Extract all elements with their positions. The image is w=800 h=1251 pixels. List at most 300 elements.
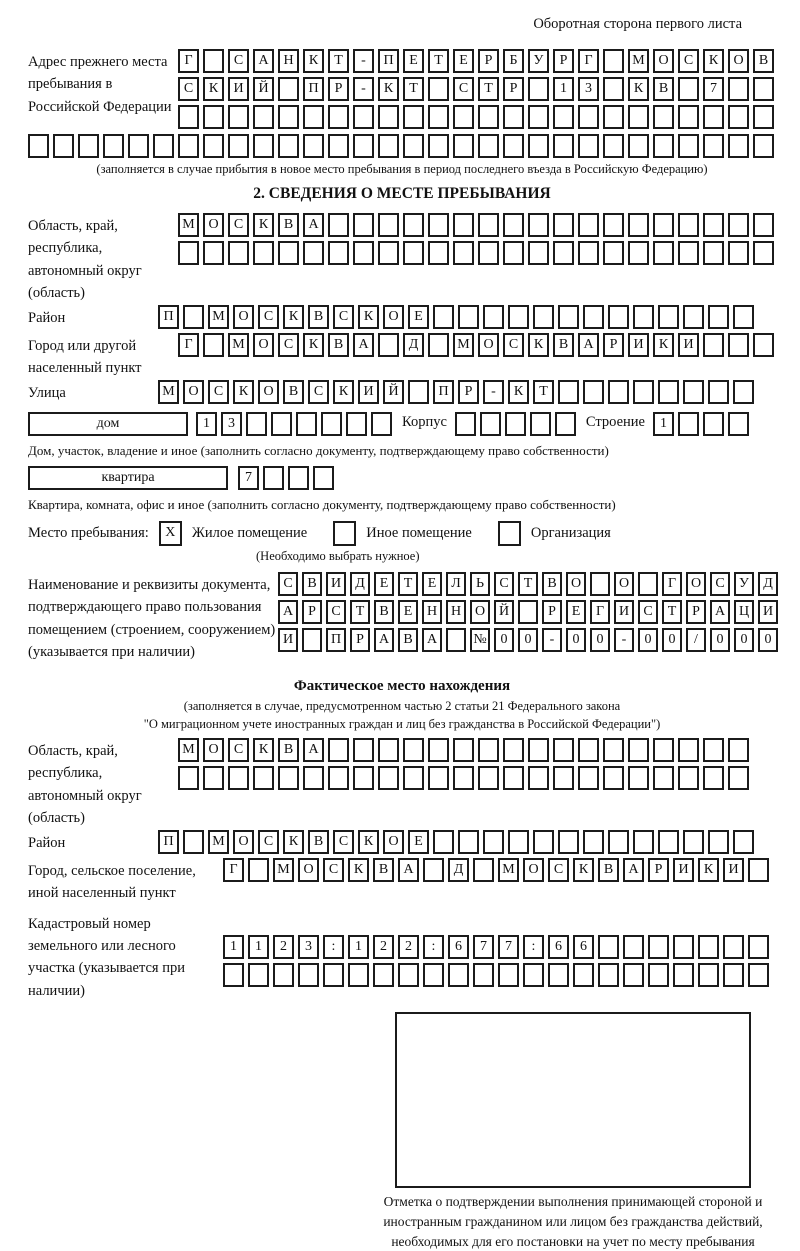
actual-region-row-1 — [178, 738, 749, 762]
char-cell — [178, 105, 199, 129]
char-cell — [728, 241, 749, 265]
stay-type-note: (Необходимо выбрать нужное) — [256, 548, 420, 563]
char-cell — [753, 333, 774, 357]
char-cell — [623, 935, 644, 959]
char-cell — [653, 738, 674, 762]
previous-address-label: Адрес прежнего места пребывания в Российской Федерации — [28, 54, 172, 115]
char-cell — [353, 766, 374, 790]
cadastre-row-2 — [223, 963, 769, 987]
char-cell — [633, 305, 654, 329]
char-cell — [603, 766, 624, 790]
char-cell: О — [686, 572, 706, 596]
char-cell — [598, 963, 619, 987]
char-cell — [273, 963, 294, 987]
char-cell: - — [353, 49, 374, 73]
char-cell — [373, 963, 394, 987]
char-cell — [603, 213, 624, 237]
char-cell — [628, 105, 649, 129]
char-cell — [480, 412, 501, 436]
char-cell — [103, 134, 124, 158]
char-cell — [183, 305, 204, 329]
char-cell: Й — [494, 600, 514, 624]
char-cell — [503, 738, 524, 762]
char-cell — [753, 77, 774, 101]
section2-title: 2. СВЕДЕНИЯ О МЕСТЕ ПРЕБЫВАНИЯ — [253, 185, 551, 202]
char-cell — [278, 241, 299, 265]
char-cell: Р — [503, 77, 524, 101]
char-cell — [453, 213, 474, 237]
char-cell — [153, 134, 174, 158]
char-cell — [503, 213, 524, 237]
char-cell: Т — [398, 572, 418, 596]
char-cell: П — [158, 830, 179, 854]
char-cell: О — [233, 830, 254, 854]
char-cell: 1 — [653, 412, 674, 436]
char-cell: Е — [403, 49, 424, 73]
char-cell: 6 — [573, 935, 594, 959]
char-cell — [303, 105, 324, 129]
char-cell — [428, 333, 449, 357]
char-cell: С — [258, 305, 279, 329]
char-cell: Р — [648, 858, 669, 882]
char-cell: Р — [350, 628, 370, 652]
city-label: Город или другой населенный пункт — [28, 337, 142, 377]
char-cell — [728, 77, 749, 101]
char-cell — [753, 241, 774, 265]
char-cell: 0 — [758, 628, 778, 652]
char-cell — [608, 830, 629, 854]
char-cell — [398, 963, 419, 987]
previous-address-cells — [178, 49, 774, 133]
stay-type-label: Место пребывания: — [28, 524, 149, 541]
char-cell — [428, 738, 449, 762]
char-cell: Р — [542, 600, 562, 624]
char-cell — [603, 77, 624, 101]
char-cell — [553, 105, 574, 129]
char-cell: К — [528, 333, 549, 357]
char-cell — [578, 766, 599, 790]
char-cell: И — [678, 333, 699, 357]
char-cell — [553, 241, 574, 265]
char-cell: 2 — [398, 935, 419, 959]
char-cell: Г — [223, 858, 244, 882]
char-cell — [578, 213, 599, 237]
char-cell: 1 — [196, 412, 217, 436]
char-cell: В — [373, 858, 394, 882]
char-cell: В — [302, 572, 322, 596]
char-cell — [658, 305, 679, 329]
char-cell: 3 — [221, 412, 242, 436]
char-cell — [628, 213, 649, 237]
char-cell — [553, 134, 574, 158]
char-cell: Т — [350, 600, 370, 624]
char-cell: Е — [408, 305, 429, 329]
char-cell — [508, 305, 529, 329]
char-cell — [653, 241, 674, 265]
char-cell: Л — [446, 572, 466, 596]
char-cell: К — [573, 858, 594, 882]
char-cell — [203, 333, 224, 357]
char-cell — [403, 213, 424, 237]
char-cell — [703, 241, 724, 265]
char-cell: А — [710, 600, 730, 624]
char-cell — [303, 766, 324, 790]
char-cell — [748, 858, 769, 882]
char-cell — [503, 241, 524, 265]
char-cell — [248, 858, 269, 882]
char-cell: Г — [178, 333, 199, 357]
char-cell: Р — [478, 49, 499, 73]
char-cell: Д — [758, 572, 778, 596]
apartment-box-label: квартира — [28, 466, 228, 490]
char-cell: А — [303, 738, 324, 762]
char-cell: О — [470, 600, 490, 624]
char-cell — [583, 305, 604, 329]
char-cell — [303, 134, 324, 158]
stay-type-organization-label: Организация — [530, 524, 611, 541]
char-cell: О — [298, 858, 319, 882]
house-number-cells — [196, 412, 392, 436]
char-cell — [728, 134, 749, 158]
char-cell — [653, 213, 674, 237]
char-cell — [263, 466, 284, 490]
char-cell — [378, 738, 399, 762]
char-cell — [673, 935, 694, 959]
char-cell: А — [578, 333, 599, 357]
char-cell: Т — [533, 380, 554, 404]
char-cell — [353, 241, 374, 265]
char-cell — [590, 572, 610, 596]
char-cell: К — [703, 49, 724, 73]
char-cell: 1 — [223, 935, 244, 959]
char-cell: С — [503, 333, 524, 357]
char-cell — [453, 105, 474, 129]
char-cell — [603, 134, 624, 158]
char-cell — [253, 134, 274, 158]
char-cell — [528, 241, 549, 265]
char-cell — [498, 963, 519, 987]
district-block — [28, 305, 776, 333]
char-cell: М — [178, 738, 199, 762]
char-cell — [553, 738, 574, 762]
char-cell — [555, 412, 576, 436]
region-block — [28, 213, 776, 305]
char-cell: В — [753, 49, 774, 73]
char-cell: К — [348, 858, 369, 882]
char-cell — [748, 935, 769, 959]
char-cell: П — [326, 628, 346, 652]
char-cell — [533, 305, 554, 329]
char-cell — [248, 963, 269, 987]
char-cell: М — [178, 213, 199, 237]
cadastre-row-1 — [223, 935, 769, 959]
char-cell: Д — [403, 333, 424, 357]
char-cell — [528, 738, 549, 762]
char-cell: Е — [422, 572, 442, 596]
char-cell: С — [710, 572, 730, 596]
korpus-cells — [455, 412, 576, 436]
apartment-block — [28, 466, 776, 494]
char-cell — [228, 241, 249, 265]
stay-type-residential-checkbox: X — [159, 521, 182, 546]
char-cell — [608, 380, 629, 404]
char-cell: 3 — [298, 935, 319, 959]
actual-district-block — [28, 830, 776, 858]
char-cell: И — [628, 333, 649, 357]
char-cell: И — [614, 600, 634, 624]
cadastre-label: Кадастровый номер земельного или лесного участка (указывается при наличии) — [28, 915, 185, 999]
char-cell: Н — [446, 600, 466, 624]
char-cell — [253, 241, 274, 265]
stay-type-row — [28, 521, 776, 546]
char-cell — [178, 134, 199, 158]
char-cell: К — [283, 830, 304, 854]
char-cell: Г — [590, 600, 610, 624]
char-cell — [598, 935, 619, 959]
char-cell: О — [728, 49, 749, 73]
char-cell — [678, 213, 699, 237]
char-cell — [508, 830, 529, 854]
char-cell: № — [470, 628, 490, 652]
char-cell: : — [423, 935, 444, 959]
char-cell: К — [358, 830, 379, 854]
char-cell: : — [323, 935, 344, 959]
char-cell: М — [498, 858, 519, 882]
actual-location-note-2: "О миграционном учете иностранных граждан и лиц без гражданства в Российской Федерации") — [143, 716, 661, 731]
char-cell: 1 — [553, 77, 574, 101]
char-cell — [638, 572, 658, 596]
previous-address-row-4 — [28, 134, 776, 158]
char-cell: В — [278, 738, 299, 762]
char-cell — [353, 105, 374, 129]
char-cell: С — [178, 77, 199, 101]
char-cell: С — [258, 830, 279, 854]
char-cell: - — [542, 628, 562, 652]
char-cell: С — [308, 380, 329, 404]
city-row — [178, 333, 774, 357]
char-cell — [458, 830, 479, 854]
char-cell — [708, 830, 729, 854]
char-cell: 7 — [498, 935, 519, 959]
stay-type-organization-checkbox — [498, 521, 521, 546]
char-cell: В — [598, 858, 619, 882]
char-cell — [573, 963, 594, 987]
char-cell — [78, 134, 99, 158]
char-cell: В — [542, 572, 562, 596]
char-cell: М — [208, 305, 229, 329]
document-row-1 — [278, 572, 778, 596]
char-cell: - — [483, 380, 504, 404]
actual-city-label: Город, сельское поселение, иной населенный пункт — [28, 862, 196, 902]
char-cell — [328, 241, 349, 265]
char-cell: У — [528, 49, 549, 73]
actual-district-row — [158, 830, 754, 854]
char-cell: С — [548, 858, 569, 882]
char-cell — [478, 766, 499, 790]
char-cell: К — [233, 380, 254, 404]
street-row — [158, 380, 754, 404]
char-cell: К — [333, 380, 354, 404]
char-cell: А — [623, 858, 644, 882]
char-cell — [628, 766, 649, 790]
char-cell: Р — [686, 600, 706, 624]
char-cell: К — [253, 213, 274, 237]
char-cell — [203, 241, 224, 265]
char-cell — [271, 412, 292, 436]
char-cell — [228, 105, 249, 129]
char-cell: 0 — [518, 628, 538, 652]
char-cell — [328, 213, 349, 237]
char-cell — [428, 134, 449, 158]
char-cell: Г — [662, 572, 682, 596]
char-cell: С — [228, 738, 249, 762]
char-cell — [428, 766, 449, 790]
char-cell — [673, 963, 694, 987]
char-cell: К — [698, 858, 719, 882]
char-cell: И — [758, 600, 778, 624]
char-cell — [678, 412, 699, 436]
char-cell — [530, 412, 551, 436]
char-cell — [703, 738, 724, 762]
stamp-area — [395, 1012, 776, 1188]
stroenie-cells — [653, 412, 749, 436]
char-cell — [278, 105, 299, 129]
char-cell: С — [326, 600, 346, 624]
char-cell — [353, 213, 374, 237]
char-cell: Т — [428, 49, 449, 73]
char-cell: О — [614, 572, 634, 596]
char-cell: Т — [328, 49, 349, 73]
char-cell — [128, 134, 149, 158]
char-cell — [733, 305, 754, 329]
char-cell — [453, 241, 474, 265]
char-cell — [533, 830, 554, 854]
char-cell: К — [508, 380, 529, 404]
char-cell: С — [278, 572, 298, 596]
char-cell: Ц — [734, 600, 754, 624]
char-cell: 2 — [373, 935, 394, 959]
char-cell: 6 — [448, 935, 469, 959]
char-cell — [228, 766, 249, 790]
char-cell — [378, 333, 399, 357]
char-cell — [728, 412, 749, 436]
char-cell: 1 — [348, 935, 369, 959]
char-cell — [53, 134, 74, 158]
char-cell: И — [278, 628, 298, 652]
stamp-box — [395, 1012, 751, 1188]
char-cell: Й — [253, 77, 274, 101]
char-cell — [748, 963, 769, 987]
char-cell — [703, 213, 724, 237]
char-cell — [203, 134, 224, 158]
char-cell — [378, 105, 399, 129]
char-cell — [448, 963, 469, 987]
char-cell — [678, 77, 699, 101]
document-row-3 — [278, 628, 778, 652]
char-cell — [733, 830, 754, 854]
apartment-cells — [238, 466, 334, 490]
char-cell: П — [158, 305, 179, 329]
char-cell — [528, 105, 549, 129]
char-cell — [455, 412, 476, 436]
char-cell — [278, 134, 299, 158]
char-cell — [703, 333, 724, 357]
char-cell: А — [278, 600, 298, 624]
char-cell: К — [303, 333, 324, 357]
previous-address-row-1 — [178, 49, 774, 73]
house-block — [28, 412, 776, 440]
char-cell: О — [478, 333, 499, 357]
char-cell — [453, 738, 474, 762]
actual-district-label: Район — [28, 834, 66, 851]
char-cell: В — [374, 600, 394, 624]
char-cell — [296, 412, 317, 436]
char-cell — [703, 105, 724, 129]
char-cell — [703, 412, 724, 436]
char-cell: 0 — [494, 628, 514, 652]
char-cell — [653, 105, 674, 129]
char-cell: О — [523, 858, 544, 882]
char-cell: У — [734, 572, 754, 596]
apartment-caption: Квартира, комната, офис и иное (заполнить согласно документу, подтверждающему право собственности) — [28, 496, 616, 512]
char-cell: 0 — [710, 628, 730, 652]
char-cell — [28, 134, 49, 158]
char-cell — [403, 134, 424, 158]
char-cell — [678, 738, 699, 762]
char-cell: А — [253, 49, 274, 73]
char-cell: Г — [178, 49, 199, 73]
stamp-caption: Отметка о подтверждении выполнения принимающей стороной и иностранным гражданином или лицом без гражданства действий, необходимых для его постановки на учет по месту пребывания — [383, 1194, 763, 1249]
street-label: Улица — [28, 384, 66, 401]
char-cell: Е — [408, 830, 429, 854]
stay-type-other-label: Иное помещение — [366, 524, 472, 541]
char-cell — [503, 134, 524, 158]
char-cell: О — [253, 333, 274, 357]
char-cell: М — [208, 830, 229, 854]
char-cell — [323, 963, 344, 987]
char-cell — [558, 305, 579, 329]
char-cell: К — [653, 333, 674, 357]
char-cell — [528, 77, 549, 101]
char-cell — [558, 380, 579, 404]
char-cell — [313, 466, 334, 490]
char-cell — [458, 305, 479, 329]
char-cell — [478, 213, 499, 237]
char-cell: А — [422, 628, 442, 652]
char-cell — [578, 105, 599, 129]
house-box-label: дом — [28, 412, 188, 436]
char-cell: 3 — [578, 77, 599, 101]
char-cell: О — [566, 572, 586, 596]
char-cell: К — [303, 49, 324, 73]
char-cell — [678, 241, 699, 265]
char-cell — [583, 830, 604, 854]
char-cell — [578, 241, 599, 265]
region-label: Область, край, республика, автономный округ (область) — [28, 218, 142, 302]
char-cell: В — [398, 628, 418, 652]
char-cell — [578, 134, 599, 158]
char-cell — [478, 738, 499, 762]
char-cell — [403, 241, 424, 265]
char-cell: Е — [566, 600, 586, 624]
char-cell — [433, 305, 454, 329]
region-row-1 — [178, 213, 774, 237]
actual-region-block — [28, 738, 776, 830]
char-cell — [528, 213, 549, 237]
char-cell — [628, 241, 649, 265]
char-cell — [478, 241, 499, 265]
char-cell: 7 — [473, 935, 494, 959]
